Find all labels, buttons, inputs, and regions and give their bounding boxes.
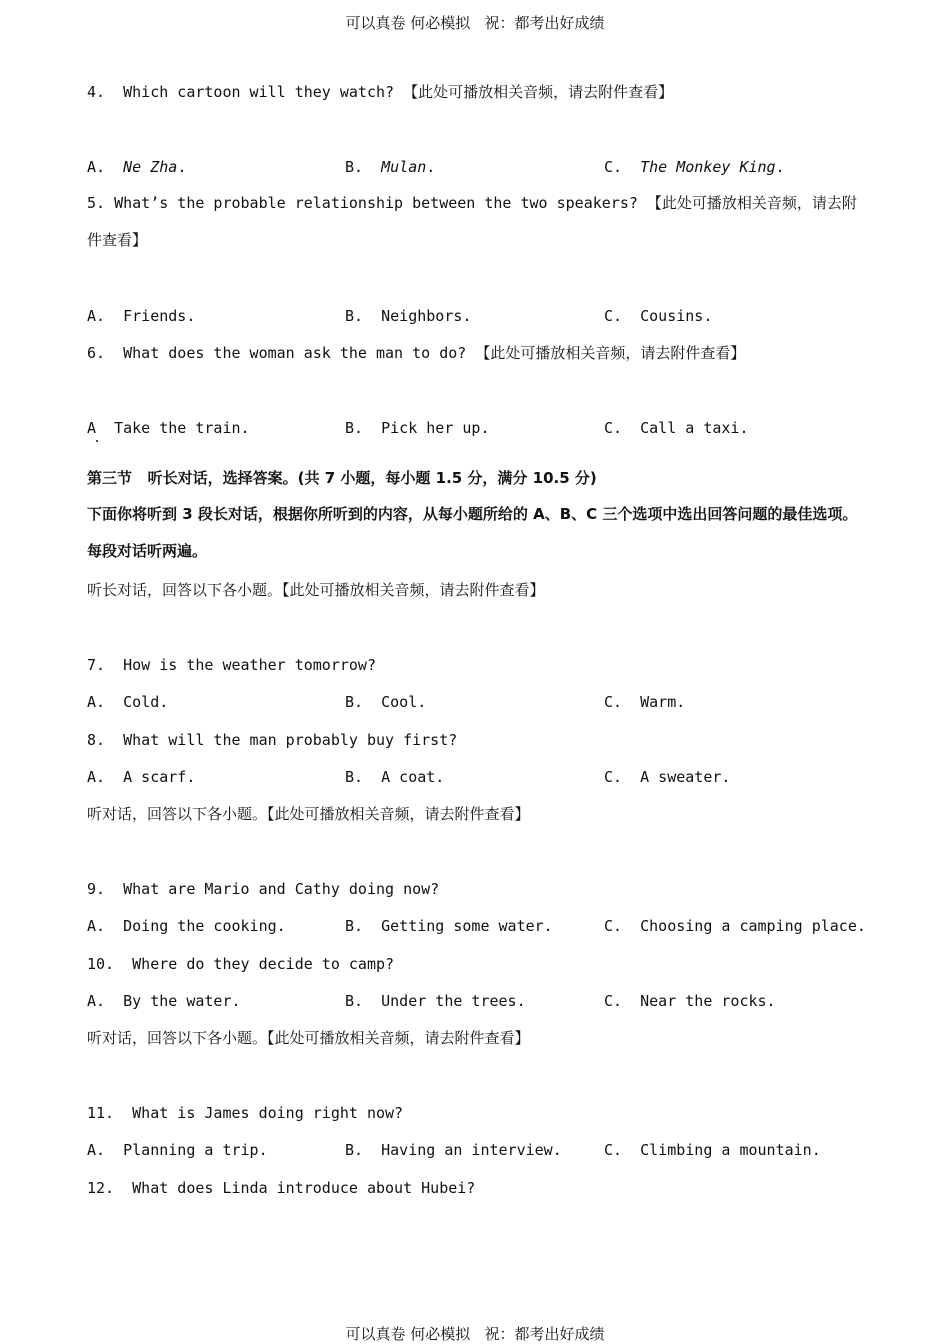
page-header: 可以真卷 何必模拟 祝：都考出好成绩 bbox=[345, 14, 605, 32]
question-11: 11. What is James doing right now? bbox=[87, 1104, 404, 1122]
option-end: . bbox=[426, 158, 436, 176]
option-10a: A. By the water. bbox=[87, 992, 241, 1010]
option-8c: C. A sweater. bbox=[604, 768, 731, 786]
option-9a: A. Doing the cooking. bbox=[87, 917, 286, 935]
option-11a: A. Planning a trip. bbox=[87, 1141, 268, 1159]
option-11b: B. Having an interview. bbox=[345, 1141, 562, 1159]
question-7: 7. How is the weather tomorrow? bbox=[87, 656, 376, 674]
option-10c: C. Near the rocks. bbox=[604, 992, 776, 1010]
option-5b: B. Neighbors. bbox=[345, 307, 472, 325]
option-4a bbox=[87, 157, 186, 177]
option-7c: C. Warm. bbox=[604, 693, 686, 711]
option-end: . bbox=[177, 158, 187, 176]
option-4b bbox=[345, 157, 435, 177]
question-5: 5. What’s the probable relationship between the two speakers? 【此处可播放相关音频，请去附件查看】 bbox=[87, 194, 857, 249]
option-4c bbox=[604, 157, 785, 177]
option-prefix: C. bbox=[604, 158, 641, 176]
dialogue-group-3-heading: 听对话，回答以下各小题。【此处可播放相关音频，请去附件查看】 bbox=[87, 1029, 530, 1047]
option-text: Ne Zha bbox=[123, 158, 178, 176]
option-prefix: A. bbox=[87, 158, 124, 176]
section-3-instructions: 下面你将听到 3 段长对话，根据你所听到的内容，从每小题所给的 A、B、C 三个选项中选出回答问题的最佳选项。每段对话听两遍。 bbox=[87, 505, 858, 560]
option-text: Mulan bbox=[381, 158, 427, 176]
option-text: The Monkey King bbox=[640, 158, 776, 176]
question-9: 9. What are Mario and Cathy doing now? bbox=[87, 880, 440, 898]
page-footer: 可以真卷 何必模拟 祝：都考出好成绩 bbox=[345, 1325, 605, 1343]
option-10b: B. Under the trees. bbox=[345, 992, 526, 1010]
option-prefix: B. bbox=[345, 158, 382, 176]
option-5c: C. Cousins. bbox=[604, 307, 713, 325]
option-6b: B. Pick her up. bbox=[345, 419, 490, 437]
dialogue-group-1-heading: 听长对话，回答以下各小题。【此处可播放相关音频，请去附件查看】 bbox=[87, 581, 545, 599]
option-5a: A. Friends. bbox=[87, 307, 196, 325]
dialogue-group-2-heading: 听对话，回答以下各小题。【此处可播放相关音频，请去附件查看】 bbox=[87, 805, 530, 823]
option-8b: B. A coat. bbox=[345, 768, 445, 786]
question-6: 6. What does the woman ask the man to do? 【此处可播放相关音频，请去附件查看】 bbox=[87, 344, 746, 362]
option-11c: C. Climbing a mountain. bbox=[604, 1141, 821, 1159]
option-6a: A Take the train. bbox=[87, 419, 250, 437]
question-12: 12. What does Linda introduce about Hubei? bbox=[87, 1179, 476, 1197]
option-end: . bbox=[775, 158, 785, 176]
option-9b: B. Getting some water. bbox=[345, 917, 553, 935]
option-7a: A. Cold. bbox=[87, 693, 169, 711]
question-10: 10. Where do they decide to camp? bbox=[87, 955, 395, 973]
option-9c: C. Choosing a camping place. bbox=[604, 917, 866, 935]
question-8: 8. What will the man probably buy first? bbox=[87, 731, 458, 749]
question-4: 4. Which cartoon will they watch? 【此处可播放相关音频，请去附件查看】 bbox=[87, 83, 674, 101]
section-3-title: 第三节 听长对话，选择答案。(共 7 小题，每小题 1.5 分，满分 10.5 分) bbox=[87, 469, 597, 487]
stray-dot bbox=[96, 440, 98, 442]
option-6c: C. Call a taxi. bbox=[604, 419, 749, 437]
option-7b: B. Cool. bbox=[345, 693, 427, 711]
option-8a: A. A scarf. bbox=[87, 768, 196, 786]
